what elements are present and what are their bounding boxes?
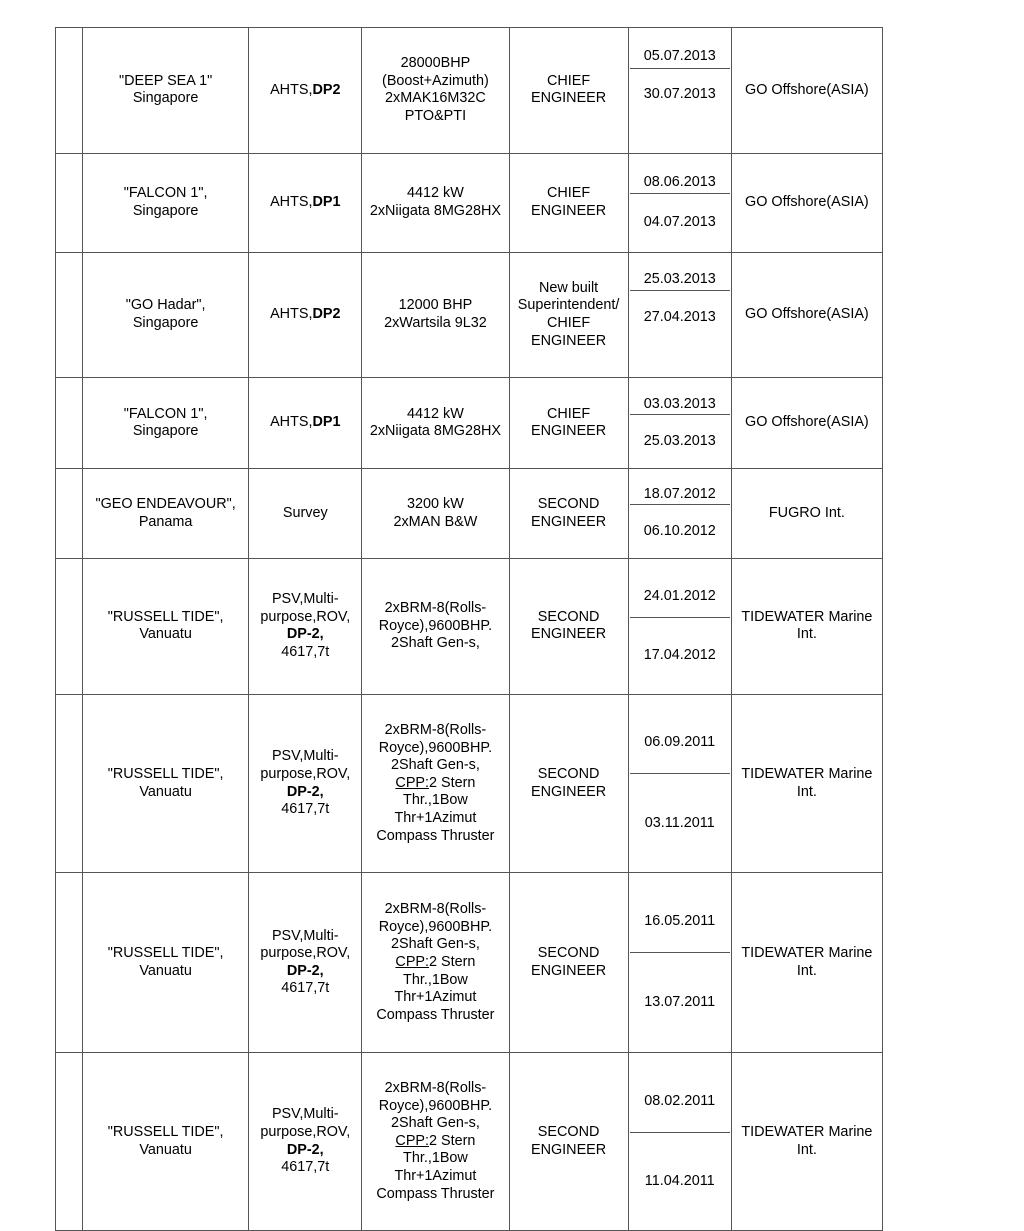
engine-text: 4412 kW 2xNiigata 8MG28HX xyxy=(369,405,502,440)
type-cell xyxy=(249,378,362,469)
rank-cell: SECOND ENGINEER xyxy=(509,873,628,1053)
type-cell xyxy=(249,153,362,252)
type-text: AHTS, xyxy=(270,414,313,431)
index-cell xyxy=(56,252,83,378)
table-row xyxy=(56,153,883,252)
engine-cell xyxy=(362,1053,509,1231)
type-rest: 4617,7t xyxy=(281,643,330,660)
dates-cell xyxy=(628,378,731,469)
vessel-cell: "DEEP SEA 1" Singapore xyxy=(83,28,249,154)
engine-text: 12000 BHP 2xWartsila 9L32 xyxy=(384,297,487,331)
type-cell xyxy=(249,1053,362,1231)
table-row xyxy=(56,873,883,1053)
date-from: 24.01.2012 xyxy=(630,577,730,618)
dp-class: DP-2, xyxy=(286,1141,324,1158)
company-cell: FUGRO Int. xyxy=(731,469,882,559)
date-to: 25.03.2013 xyxy=(643,432,716,449)
engine-text: 3200 kW 2xMAN B&W xyxy=(393,495,478,530)
type-text: Survey xyxy=(282,504,328,521)
type-text: PSV,Multi- purpose,ROV, xyxy=(260,591,351,625)
dp-class: DP2 xyxy=(312,306,341,323)
company-cell: GO Offshore(ASIA) xyxy=(731,28,882,154)
company-cell: TIDEWATER Marine Int. xyxy=(731,558,882,694)
type-text: PSV,Multi- purpose,ROV, xyxy=(260,927,351,962)
type-rest: 4617,7t xyxy=(281,980,330,997)
index-cell xyxy=(56,28,83,154)
engine-cell xyxy=(362,153,509,252)
engine-text: 2xBRM-8(Rolls- Royce),9600BHP. 2Shaft Gen-s, xyxy=(378,599,493,652)
company-cell: GO Offshore(ASIA) xyxy=(731,378,882,469)
dates-cell xyxy=(628,1053,731,1231)
dp-class: DP-2, xyxy=(286,783,324,800)
vessel-cell: "FALCON 1", Singapore xyxy=(83,378,249,469)
rank-cell: SECOND ENGINEER xyxy=(509,694,628,873)
engine-cell xyxy=(362,252,509,378)
engine-underlined: CPP: xyxy=(395,1132,430,1149)
date-from: 05.07.2013 xyxy=(630,46,730,69)
date-from: 08.06.2013 xyxy=(630,171,730,194)
dp-class: DP1 xyxy=(312,193,341,210)
date-to: 04.07.2013 xyxy=(643,214,716,231)
company-cell: TIDEWATER Marine Int. xyxy=(731,1053,882,1231)
date-to: 27.04.2013 xyxy=(643,308,716,325)
dates-cell xyxy=(628,252,731,378)
index-cell xyxy=(56,378,83,469)
engine-text: 4412 kW 2xNiigata 8MG28HX xyxy=(369,185,502,219)
rank-cell: CHIEF ENGINEER xyxy=(509,28,628,154)
date-from: 03.03.2013 xyxy=(630,396,730,415)
company-cell: GO Offshore(ASIA) xyxy=(731,153,882,252)
rank-cell: SECOND ENGINEER xyxy=(509,1053,628,1231)
index-cell xyxy=(56,694,83,873)
index-cell xyxy=(56,1053,83,1231)
type-cell xyxy=(249,469,362,559)
type-cell xyxy=(249,558,362,694)
rank-cell: CHIEF ENGINEER xyxy=(509,378,628,469)
vessel-cell: "RUSSELL TIDE", Vanuatu xyxy=(83,694,249,873)
date-to: 30.07.2013 xyxy=(643,86,716,103)
engine-cell xyxy=(362,469,509,559)
type-text: AHTS, xyxy=(270,81,313,98)
date-from: 18.07.2012 xyxy=(630,487,730,505)
dp-class: DP-2, xyxy=(286,626,324,643)
engine-text: 2xBRM-8(Rolls- Royce),9600BHP. 2Shaft Gen-s, xyxy=(378,722,493,774)
table-row xyxy=(56,694,883,873)
sea-service-table xyxy=(55,27,883,1231)
engine-cell xyxy=(362,694,509,873)
dates-cell xyxy=(628,694,731,873)
table-row xyxy=(56,378,883,469)
dates-cell xyxy=(628,873,731,1053)
index-cell xyxy=(56,153,83,252)
date-to: 06.10.2012 xyxy=(643,522,716,539)
vessel-cell: "GEO ENDEAVOUR", Panama xyxy=(83,469,249,559)
dates-cell xyxy=(628,558,731,694)
engine-cell xyxy=(362,873,509,1053)
engine-text: 28000BHP (Boost+Azimuth) 2xMAK16M32C PTO&PTI xyxy=(382,55,489,124)
table-row xyxy=(56,28,883,154)
dp-class: DP-2, xyxy=(286,962,324,979)
type-text: AHTS, xyxy=(270,306,313,323)
dates-cell xyxy=(628,153,731,252)
vessel-cell: "RUSSELL TIDE", Vanuatu xyxy=(83,1053,249,1231)
vessel-cell: "GO Hadar", Singapore xyxy=(83,252,249,378)
type-cell xyxy=(249,252,362,378)
index-cell xyxy=(56,558,83,694)
engine-tail: 2 Stern Thr.,1Bow Thr+1Azimut Compass Thruster xyxy=(376,954,495,1023)
type-cell xyxy=(249,28,362,154)
dp-class: DP2 xyxy=(312,81,341,98)
type-rest: 4617,7t xyxy=(281,1159,330,1176)
rank-cell: CHIEF ENGINEER xyxy=(509,153,628,252)
vessel-cell: "FALCON 1", Singapore xyxy=(83,153,249,252)
type-text: PSV,Multi- purpose,ROV, xyxy=(260,1106,351,1141)
dates-cell xyxy=(628,469,731,559)
index-cell xyxy=(56,873,83,1053)
engine-tail: 2 Stern Thr.,1Bow Thr+1Azimut Compass Thruster xyxy=(376,1132,495,1202)
engine-cell xyxy=(362,378,509,469)
engine-underlined: CPP: xyxy=(395,774,430,791)
table-row xyxy=(56,252,883,378)
table-row xyxy=(56,558,883,694)
engine-cell xyxy=(362,28,509,154)
engine-underlined: CPP: xyxy=(395,954,430,971)
company-cell: TIDEWATER Marine Int. xyxy=(731,694,882,873)
type-cell xyxy=(249,873,362,1053)
engine-tail: 2 Stern Thr.,1Bow Thr+1Azimut Compass Thruster xyxy=(376,774,495,844)
date-to: 03.11.2011 xyxy=(644,814,715,831)
date-from: 16.05.2011 xyxy=(630,891,730,953)
company-cell: TIDEWATER Marine Int. xyxy=(731,873,882,1053)
engine-text: 2xBRM-8(Rolls- Royce),9600BHP. 2Shaft Gen-s, xyxy=(378,1080,493,1132)
table-row xyxy=(56,1053,883,1231)
rank-cell: New built Superintendent/ CHIEF ENGINEER xyxy=(509,252,628,378)
vessel-cell: "RUSSELL TIDE", Vanuatu xyxy=(83,558,249,694)
date-to: 11.04.2011 xyxy=(644,1172,715,1189)
vessel-cell: "RUSSELL TIDE", Vanuatu xyxy=(83,873,249,1053)
type-text: AHTS, xyxy=(270,193,313,210)
date-from: 06.09.2011 xyxy=(630,712,730,774)
company-cell: GO Offshore(ASIA) xyxy=(731,252,882,378)
dates-cell xyxy=(628,28,731,154)
dp-class: DP1 xyxy=(312,414,341,431)
date-to: 17.04.2012 xyxy=(643,646,716,663)
engine-cell xyxy=(362,558,509,694)
type-text: PSV,Multi- purpose,ROV, xyxy=(260,748,351,782)
type-rest: 4617,7t xyxy=(281,801,330,818)
date-to: 13.07.2011 xyxy=(644,993,716,1010)
rank-cell: SECOND ENGINEER xyxy=(509,469,628,559)
type-cell xyxy=(249,694,362,873)
date-from: 08.02.2011 xyxy=(630,1071,730,1133)
table-row xyxy=(56,469,883,559)
engine-text: 2xBRM-8(Rolls- Royce),9600BHP. 2Shaft Gen-s, xyxy=(378,901,493,953)
date-from: 25.03.2013 xyxy=(630,270,730,291)
rank-cell: SECOND ENGINEER xyxy=(509,558,628,694)
index-cell xyxy=(56,469,83,559)
